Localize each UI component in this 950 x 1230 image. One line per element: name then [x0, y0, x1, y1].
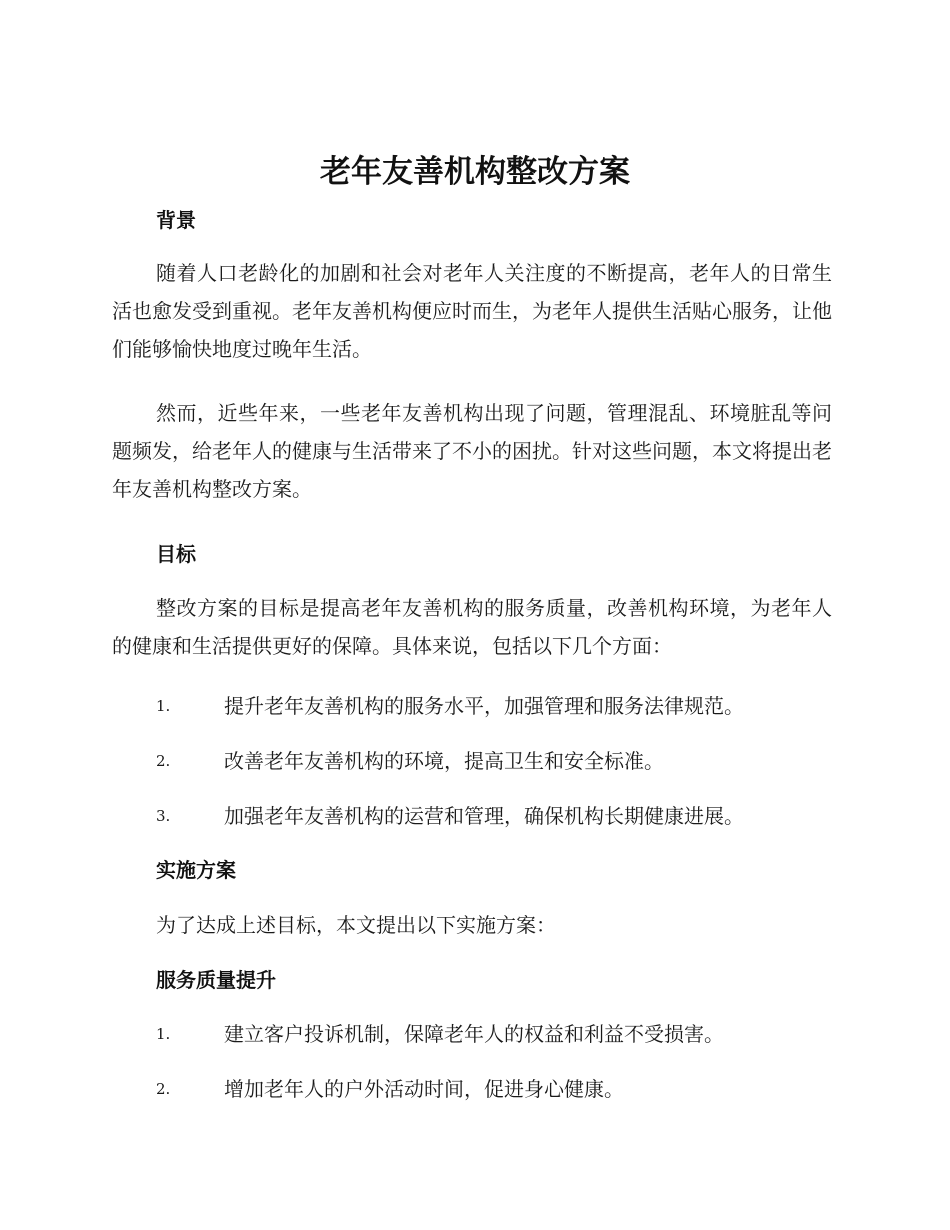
list-text: 加强老年友善机构的运营和管理，确保机构长期健康进展。: [224, 804, 744, 828]
list-number: 3.: [156, 807, 171, 825]
heading-service: 服务质量提升: [156, 968, 276, 992]
list-text: 提升老年友善机构的服务水平，加强管理和服务法律规范。: [224, 694, 744, 718]
list-text: 增加老年人的户外活动时间，促进身心健康。: [224, 1077, 624, 1101]
list-number: 2.: [156, 752, 171, 770]
paragraph-goals: 整改方案的目标是提高老年友善机构的服务质量，改善机构环境，为老年人的健康和生活提供更好的保障。具体来说，包括以下几个方面：: [112, 596, 832, 658]
paragraph-plan: 为了达成上述目标，本文提出以下实施方案：: [156, 913, 556, 937]
document-title: 老年友善机构整改方案: [320, 154, 630, 190]
heading-plan: 实施方案: [156, 858, 236, 882]
list-number: 1.: [156, 697, 171, 715]
list-text: 建立客户投诉机制，保障老年人的权益和利益不受损害。: [224, 1022, 724, 1046]
heading-background: 背景: [156, 208, 196, 232]
list-number: 2.: [156, 1080, 171, 1098]
heading-goals: 目标: [156, 542, 196, 566]
list-text: 改善老年友善机构的环境，提高卫生和安全标准。: [224, 749, 664, 773]
paragraph-background-1: 随着人口老龄化的加剧和社会对老年人关注度的不断提高，老年人的日常生活也愈发受到重视。老年友善机构便应时而生，为老年人提供生活贴心服务，让他们能够愉快地度过晚年生活。: [112, 261, 832, 361]
paragraph-background-2: 然而，近些年来，一些老年友善机构出现了问题，管理混乱、环境脏乱等问题频发，给老年人的健康与生活带来了不小的困扰。针对这些问题，本文将提出老年友善机构整改方案。: [112, 401, 832, 501]
list-number: 1.: [156, 1025, 171, 1043]
